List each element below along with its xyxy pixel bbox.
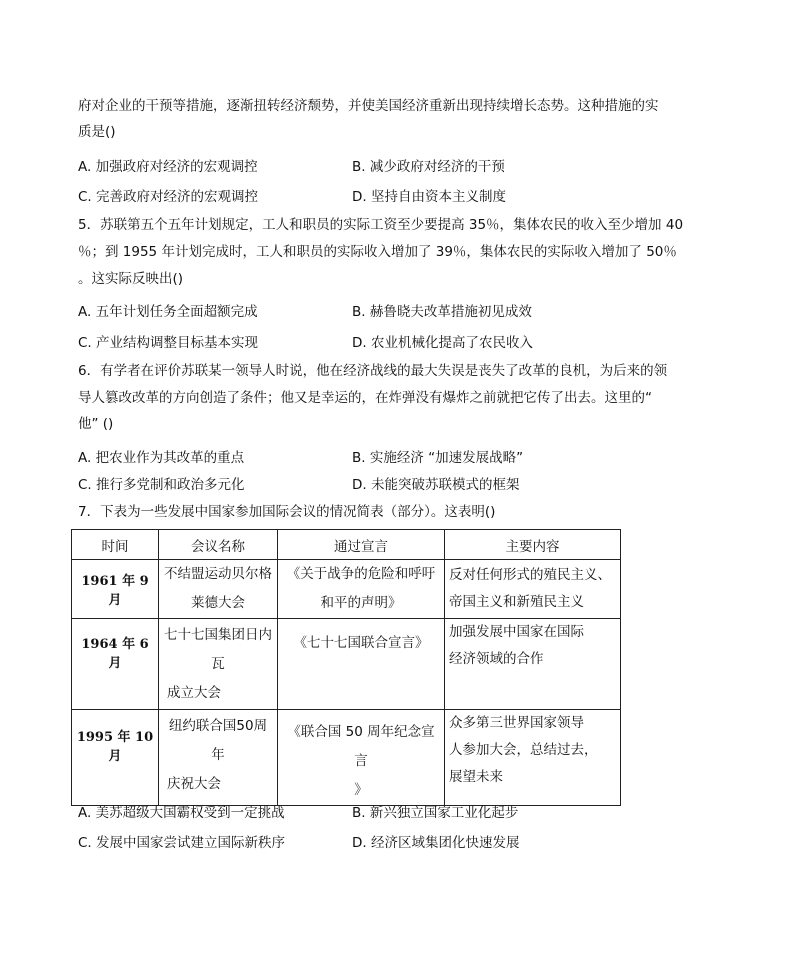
table-header-row: [72, 530, 621, 560]
header-meeting-name: 会议名称: [159, 530, 278, 560]
row1-name-line-1: 不结盟运动贝尔格: [164, 566, 272, 582]
row2-declaration: [278, 619, 445, 710]
row3-decl-line-1: 《联合国 50 周年纪念宣言: [287, 724, 435, 769]
q7-option-d[interactable]: D. 经济区域集团化快速发展: [352, 835, 520, 851]
q5-option-b[interactable]: B. 赫鲁晓夫改革措施初见成效: [352, 304, 532, 320]
row2-name-line-2: 瓦: [211, 656, 225, 672]
q4-option-c[interactable]: C. 完善政府对经济的宏观调控: [78, 189, 259, 205]
row1-name: [159, 560, 278, 619]
row2-main-content: [445, 619, 621, 710]
header-declaration: 通过宣言: [278, 530, 445, 560]
row2-decl-line-1: 《七十七国联合宣言》: [293, 635, 429, 651]
q5-option-a[interactable]: A. 五年计划任务全面超额完成: [78, 304, 258, 320]
q6-option-a[interactable]: A. 把农业作为其改革的重点: [78, 450, 245, 466]
row3-name-line-2: 年: [211, 747, 225, 763]
q5-option-d[interactable]: D. 农业机械化提高了农民收入: [352, 335, 533, 351]
row3-declaration: [278, 710, 445, 806]
table-row: [72, 560, 621, 619]
conference-table: [71, 529, 621, 806]
q6-stem-line-1: 6．有学者在评价苏联某一领导人时说，他在经济战线的最大失误是丧失了改革的良机，为后来的领: [78, 363, 668, 379]
q7-option-a[interactable]: A. 美苏超级大国霸权受到一定挑战: [78, 805, 285, 821]
row3-main-line-3: 展望未来: [449, 769, 503, 785]
row1-decl-line-2: 和平的声明》: [320, 595, 402, 611]
q4-stem-line-1: 府对企业的干预等措施，逐渐扭转经济颓势，并使美国经济重新出现持续增长态势。这种措施的实: [78, 98, 659, 114]
row1-name-line-2: 莱德大会: [191, 595, 245, 611]
q6-option-d[interactable]: D. 未能突破苏联模式的框架: [352, 477, 520, 493]
row3-time: 1995 年 10 月: [72, 710, 159, 806]
row1-decl-line-1: 《关于战争的危险和呼吁: [286, 566, 436, 582]
q5-option-c[interactable]: C. 产业结构调整目标基本实现: [78, 335, 259, 351]
q7-stem-line-1: 7．下表为一些发展中国家参加国际会议的情况简表（部分）。这表明(): [78, 504, 496, 520]
q4-stem-line-2: 质是(): [78, 124, 116, 140]
q5-stem-line-2: ％；到 1955 年计划完成时，工人和职员的实际收入增加了 39％，集体农民的实际收入增加了 50％: [78, 244, 677, 260]
q5-stem-line-1: 5．苏联第五个五年计划规定，工人和职员的实际工资至少要提高 35％，集体农民的收入至少增加 40: [78, 217, 684, 233]
row3-name: [159, 710, 278, 806]
row2-main-line-1: 加强发展中国家在国际: [449, 624, 584, 640]
q7-option-b[interactable]: B. 新兴独立国家工业化起步: [352, 805, 519, 821]
row2-name: [159, 619, 278, 710]
header-main-content: 主要内容: [445, 530, 621, 560]
row1-declaration: [278, 560, 445, 619]
row2-time: 1964 年 6 月: [72, 619, 159, 710]
q4-option-b[interactable]: B. 减少政府对经济的干预: [352, 159, 505, 175]
row1-main-line-2: 帝国主义和新殖民主义: [449, 594, 584, 610]
row2-name-line-3: 成立大会: [167, 685, 221, 701]
q6-stem-line-3: 他” (): [78, 416, 114, 432]
q4-option-d[interactable]: D. 坚持自由资本主义制度: [352, 189, 506, 205]
row1-main-content: [445, 560, 621, 619]
q6-option-c[interactable]: C. 推行多党制和政治多元化: [78, 477, 245, 493]
q7-option-c[interactable]: C. 发展中国家尝试建立国际新秩序: [78, 835, 286, 851]
row3-name-line-1: 纽约联合国50周: [168, 718, 268, 734]
row3-main-line-1: 众多第三世界国家领导: [449, 715, 584, 731]
header-time: 时间: [72, 530, 159, 560]
row1-main-line-1: 反对任何形式的殖民主义、: [449, 567, 611, 583]
q6-stem-line-2: 导人篡改改革的方向创造了条件；他又是幸运的，在炸弹没有爆炸之前就把它传了出去。这里的“: [78, 390, 652, 406]
row2-main-line-2: 经济领域的合作: [449, 651, 544, 667]
row3-main-content: [445, 710, 621, 806]
q6-option-b[interactable]: B. 实施经济 “加速发展战略”: [352, 450, 524, 466]
q5-stem-line-3: 。这实际反映出(): [78, 271, 184, 287]
table-row: [72, 710, 621, 806]
table-row: [72, 619, 621, 710]
row2-name-line-1: 七十七国集团日内: [164, 627, 272, 643]
row3-decl-line-2: 》: [354, 782, 368, 798]
row3-name-line-3: 庆祝大会: [167, 776, 221, 792]
row1-time: 1961 年 9 月: [72, 560, 159, 619]
row3-main-line-2: 人参加大会，总结过去，: [449, 742, 598, 758]
q4-option-a[interactable]: A. 加强政府对经济的宏观调控: [78, 159, 258, 175]
